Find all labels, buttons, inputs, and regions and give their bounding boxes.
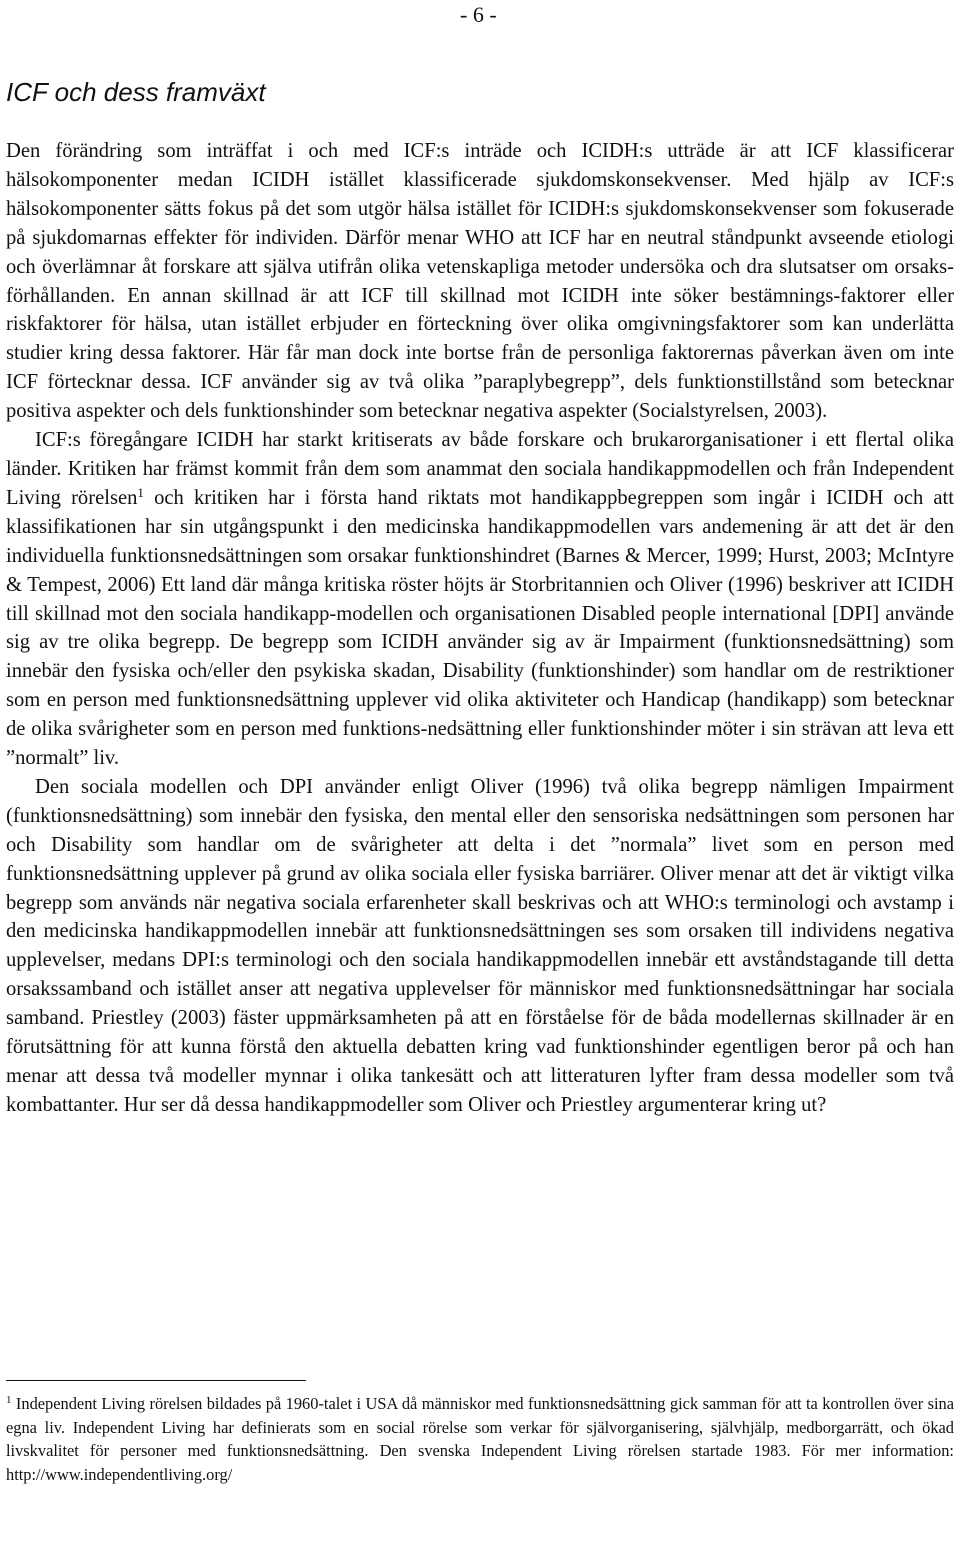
- paragraph-2: [6, 426, 954, 773]
- section-heading: ICF och dess framväxt: [6, 77, 266, 107]
- footnote-separator: [6, 1380, 306, 1381]
- footnote: [6, 1392, 954, 1486]
- footnote-marker: 1: [6, 1394, 12, 1406]
- footnote-text: Independent Living rörelsen bildades på 1960-talet i USA då människor med funktionsnedsättning gick samman för att ta kontrollen över sina egna liv. Independent Living har definierats som en social rörelse som verkar för självorganisering, självhjälp, medborgarrätt, och ökad livskvalitet för personer med funktionsnedsättning. Den svenska Independent Living rörelsen startade 1983. För mer information: http://www.independentliving.org/: [6, 1394, 954, 1484]
- footnote-reference: 1: [137, 484, 144, 500]
- page-number: - 6 -: [460, 2, 497, 27]
- paragraph-1: Den förändring som inträffat i och med ICF:s inträde och ICIDH:s utträde är att ICF klassificerar hälsokomponenter medan ICIDH istället klassificerade sjukdomskonsekvenser. Med hjälp av ICF:s hälsokomponenter sätts fokus på det som utgör hälsa istället för ICIDH:s sjukdomskonsekvenser som fokuserade på sjukdomarnas effekter för individen. Därför menar WHO att ICF har en neutral ståndpunkt avseende etiologi och överlämnar åt forskare att själva utifrån olika vetenskapliga metoder undersöka och dra slutsatser om orsaks-förhållanden. En annan skillnad är att ICF till skillnad mot ICIDH inte söker bestämnings-faktorer eller riskfaktorer för hälsa, utan istället erbjuder en förteckning över olika omgivningsfaktorer som kan underlätta studier kring dessa faktorer. Här får man dock inte bortse från de personliga faktorernas påverkan även om inte ICF förtecknar dessa. ICF använder sig av två olika ”paraplybegrepp”, dels funktionstillstånd som betecknar positiva aspekter och dels funktionshinder som betecknar negativa aspekter (Socialstyrelsen, 2003).: [6, 140, 954, 423]
- paragraph-3: Den sociala modellen och DPI använder enligt Oliver (1996) två olika begrepp nämligen Impairment (funktionsnedsättning) som innebär den fysiska, den mental eller den sensoriska nedsättningen som personen har och Disability som handlar om de svårigheter att delta i det ”normala” livet som en person med funktionsnedsättning upplever på grund av olika sociala eller fysiska barriärer. Oliver menar att det är viktigt vilka begrepp som används när negativa sociala erfarenheter skall beskrivas och att WHO:s terminologi och avstamp i den medicinska handikappmodellen innebär att funktionsnedsättningen ses som orsaken till individens negativa upplevelser, medans DPI:s terminologi och den sociala handikappmodellen innebär ett avståndstagande till detta orsakssamband och istället anser att negativa upplevelser för människor med funktionsnedsättningar har sociala samband. Priestley (2003) fäster uppmärksamheten på att en förståelse för de båda modellernas skillnader är en förutsättning för att kunna förstå den aktuella debatten kring vad funktionshinder egentligen beror på och han menar att dessa två modeller mynnar i olika tankesätt och att litteraturen lyfter fram dessa modeller som två kombattanter. Hur ser då dessa handikappmodeller som Oliver och Priestley argumenterar kring ut?: [6, 775, 954, 1116]
- paragraph-2-text-after: och kritiken har i första hand riktats mot handikappbegreppen som ingår i ICIDH och att klassifikationen har sin utgångspunkt i den medicinska handikappmodellen vars andemening är att det är den individuella funktionsnedsättningen som orsakar funktionshindret (Barnes & Mercer, 1999; Hurst, 2003; McIntyre & Tempest, 2006) Ett land där många kritiska röster höjts är Storbritannien och Oliver (1996) beskriver att ICIDH till skillnad mot den sociala handikapp-modellen och organisationen Disabled people international [DPI] använde sig av tre olika begrepp. De begrepp som ICIDH använder sig av är Impairment (funktionsnedsättning) som innebär den fysiska och/eller den psykiska skadan, Disability (funktionshinder) som handlar om de restriktioner som en person med funktionsnedsättning upplever vid olika aktiviteter och Handicap (handikapp) som betecknar de olika svårigheter som en person med funktions-nedsättning eller funktionshinder möter i sin strävan att leva ett ”normalt” liv.: [6, 486, 955, 770]
- body-text: [6, 137, 954, 1120]
- paragraph-2-text-before: ICF:s föregångare ICIDH har starkt kritiserats av både forskare och brukarorganisationer i ett flertal olika länder. Kritiken har främst kommit från dem som anammat den sociala handikappmodellen och från Independent Living rörelsen: [6, 429, 954, 509]
